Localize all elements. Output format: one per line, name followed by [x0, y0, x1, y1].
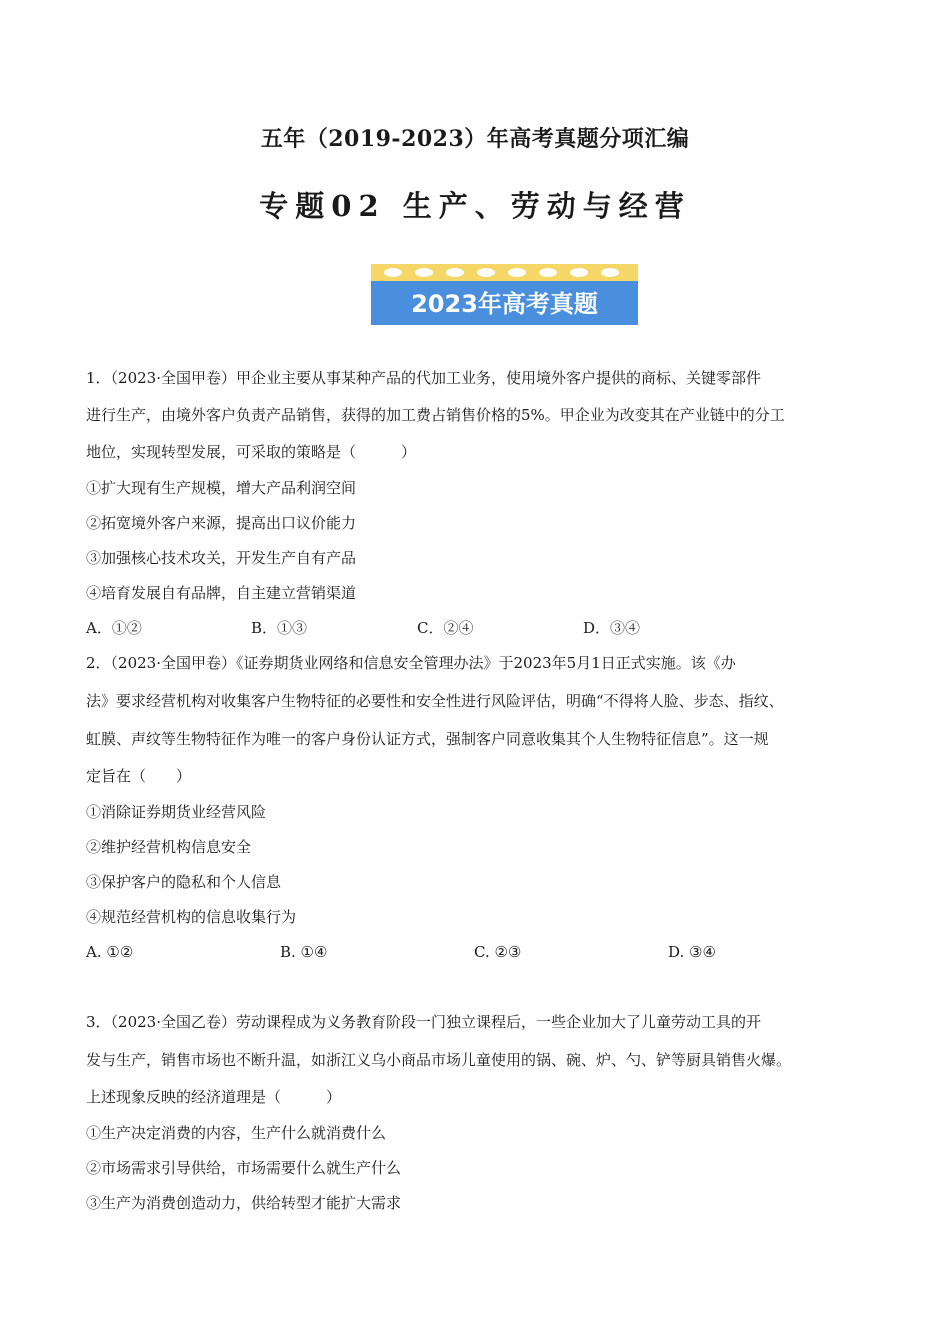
q1-stem-line: 进行生产，由境外客户负责产品销售，获得的加工费占销售价格的5%。甲企业为改变其在产业链中的分工: [86, 406, 785, 424]
banner-label: 2023年高考真题: [411, 290, 598, 318]
q1-option-c: C．②④: [417, 619, 474, 637]
q2-option-c: C. ②③: [474, 943, 522, 961]
q2-item: ①消除证券期货业经营风险: [86, 803, 267, 821]
q2-item: ④规范经营机构的信息收集行为: [86, 908, 297, 926]
q1-item: ①扩大现有生产规模，增大产品利润空间: [86, 479, 357, 497]
q3-item: ①生产决定消费的内容，生产什么就消费什么: [86, 1124, 387, 1142]
q2-option-a: A. ①②: [86, 943, 134, 961]
q3-item: ②市场需求引导供给，市场需要什么就生产什么: [86, 1159, 402, 1177]
q1-option-a: A．①②: [86, 619, 142, 637]
q2-stem-line: 2．（2023·全国甲卷）《证券期货业网络和信息安全管理办法》于2023年5月1日正式实施。该《办: [86, 654, 736, 672]
q1-item: ④培育发展自有品牌，自主建立营销渠道: [86, 584, 357, 602]
q2-item: ②维护经营机构信息安全: [86, 838, 252, 856]
q2-item: ③保护客户的隐私和个人信息: [86, 873, 282, 891]
q2-stem-line: 虹膜、声纹等生物特征作为唯一的客户身份认证方式，强制客户同意收集其个人生物特征信息”。这一规: [86, 730, 769, 748]
q3-item: ③生产为消费创造动力，供给转型才能扩大需求: [86, 1194, 402, 1212]
document-subtitle: 专题02 生产、劳动与经营: [259, 189, 691, 223]
q2-option-b: B. ①④: [280, 943, 328, 961]
q1-option-b: B．①③: [251, 619, 308, 637]
q2-stem-line: 定旨在（ ）: [86, 767, 192, 785]
q1-stem-line: 地位，实现转型发展，可采取的策略是（ ）: [86, 443, 417, 461]
q3-stem-line: 3．（2023·全国乙卷）劳动课程成为义务教育阶段一门独立课程后，一些企业加大了儿童劳动工具的开: [86, 1013, 761, 1031]
q3-stem-line: 上述现象反映的经济道理是（ ）: [86, 1088, 342, 1106]
q2-option-d: D. ③④: [668, 943, 716, 961]
q2-stem-line: 法》要求经营机构对收集客户生物特征的必要性和安全性进行风险评估，明确“不得将人脸、步态、指纹、: [86, 692, 784, 710]
banner-strip: [371, 264, 638, 281]
q3-stem-line: 发与生产，销售市场也不断升温，如浙江义乌小商品市场儿童使用的锅、碗、炉、勺、铲等厨具销售火爆。: [86, 1051, 792, 1069]
q1-stem-line: 1．（2023·全国甲卷）甲企业主要从事某种产品的代加工业务，使用境外客户提供的商标、关键零部件: [86, 369, 761, 387]
q1-option-d: D．③④: [583, 619, 641, 637]
q1-item: ②拓宽境外客户来源，提高出口议价能力: [86, 514, 357, 532]
q1-item: ③加强核心技术攻关，开发生产自有产品: [86, 549, 357, 567]
document-title: 五年（2019-2023）年高考真题分项汇编: [260, 126, 690, 152]
section-banner: [371, 264, 638, 325]
